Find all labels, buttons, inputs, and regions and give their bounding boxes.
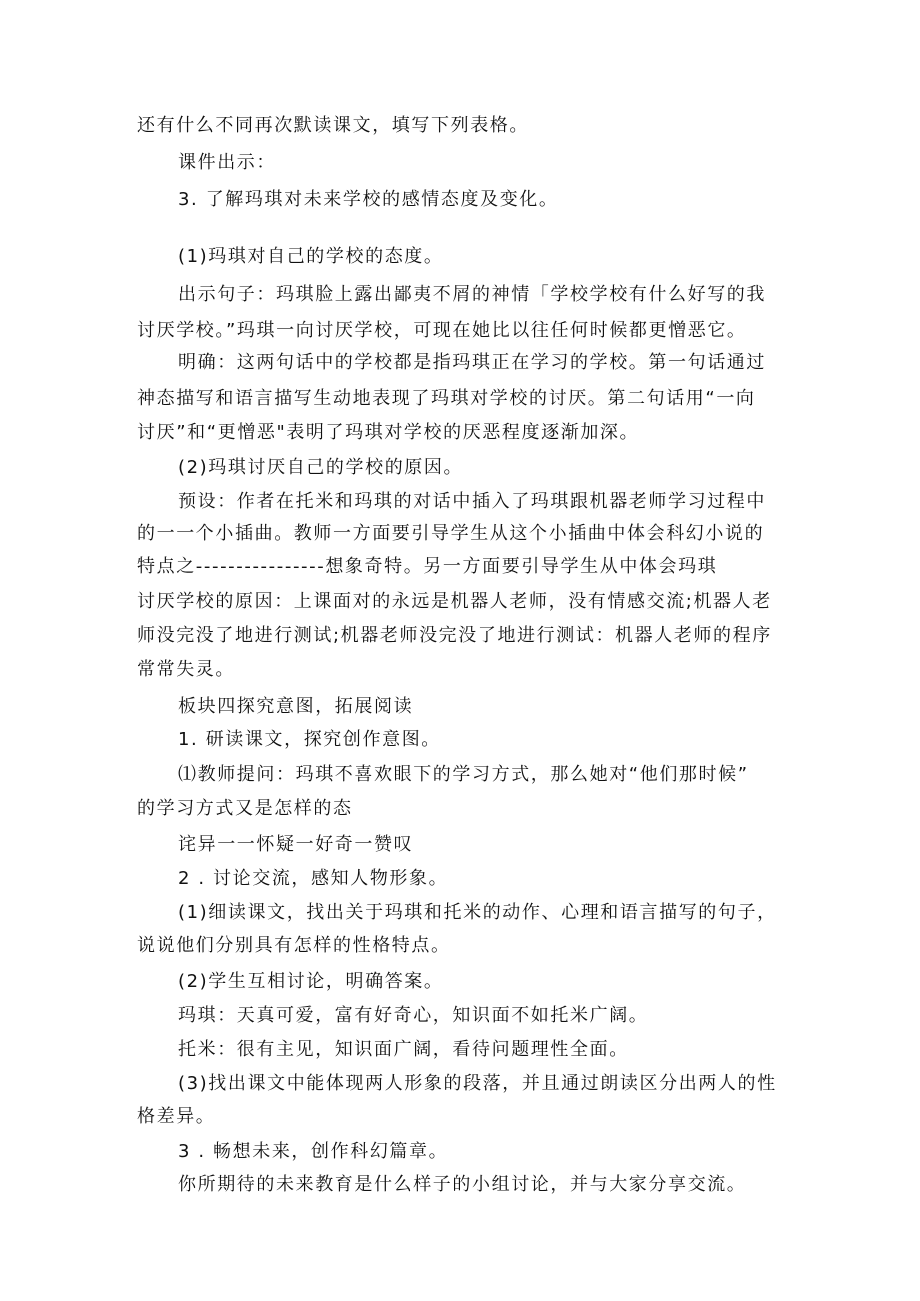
text-line: 3. 了解玛琪对未来学校的感情态度及变化。 (178, 189, 559, 210)
text-line: 格差异。 (137, 1106, 216, 1127)
text-line: 常常失灵。 (137, 659, 235, 680)
text-line: 明确：这两句话中的学校都是指玛琪正在学习的学校。第一句话通过 (178, 352, 766, 373)
text-line: (3)找出课文中能体现两人形象的段落，并且通过朗读区分出两人的性 (178, 1073, 777, 1094)
text-line: 2 . 讨论交流，感知人物形象。 (178, 868, 449, 889)
text-line: 板块四探究意图，拓展阅读 (178, 696, 414, 717)
text-line: 你所期待的未来教育是什么样子的小组讨论，并与大家分享交流。 (178, 1174, 747, 1195)
text-line: (2)玛琪讨厌自己的学校的原因。 (178, 457, 464, 478)
text-line: (2)学生互相讨论，明确答案。 (178, 971, 444, 992)
text-line: 的学习方式又是怎样的态 (137, 798, 353, 819)
text-line: ⑴教师提问：玛琪不喜欢眼下的学习方式，那么她对“他们那时候” (178, 764, 749, 785)
text-line: 1. 研读课文，探究创作意图。 (178, 729, 441, 750)
text-line: 说说他们分别具有怎样的性格特点。 (137, 935, 451, 956)
text-line: 特点之----------------想象奇特。另一方面要引导学生从中体会玛琪 (137, 556, 718, 577)
text-line: 讨厌学校的原因：上课面对的永远是机器人老师，没有情感交流;机器人老 (137, 591, 772, 612)
text-line: 神态描写和语言描写生动地表现了玛琪对学校的讨厌。第二句话用“一向 (137, 388, 756, 409)
text-line: 出示句子：玛琪脸上露出鄙夷不屑的神情「学校学校有什么好写的我 (178, 284, 766, 305)
text-line: 师没完没了地进行测试;机器老师没完没了地进行测试：机器人老师的程序 (137, 625, 772, 646)
text-line: 3 . 畅想未来，创作科幻篇章。 (178, 1141, 449, 1162)
text-line: 诧异一一怀疑一好奇一赞叹 (178, 834, 414, 855)
text-line: (1)细读课文，找出关于玛琪和托米的动作、心理和语言描写的句子， (178, 902, 777, 923)
text-line: 课件出示： (178, 152, 276, 173)
text-line: 托米：很有主见，知识面广阔，看待问题理性全面。 (178, 1039, 629, 1060)
text-line: 讨厌学校。”玛琪一向讨厌学校，可现在她比以往任何时候都更憎恶它。 (137, 320, 747, 341)
text-line: 的一一个小插曲。教师一方面要引导学生从这个小插曲中体会科幻小说的 (137, 523, 765, 544)
text-line: 还有什么不同再次默读课文，填写下列表格。 (137, 115, 529, 136)
text-line: 讨厌”和“更憎恶"表明了玛琪对学校的厌恶程度逐渐加深。 (137, 422, 640, 443)
text-line: 预设：作者在托米和玛琪的对话中插入了玛琪跟机器老师学习过程中 (178, 491, 766, 512)
text-line: (1)玛琪对自己的学校的态度。 (178, 246, 444, 267)
text-line: 玛琪：天真可爱，富有好奇心，知识面不如托米广阔。 (178, 1005, 649, 1026)
